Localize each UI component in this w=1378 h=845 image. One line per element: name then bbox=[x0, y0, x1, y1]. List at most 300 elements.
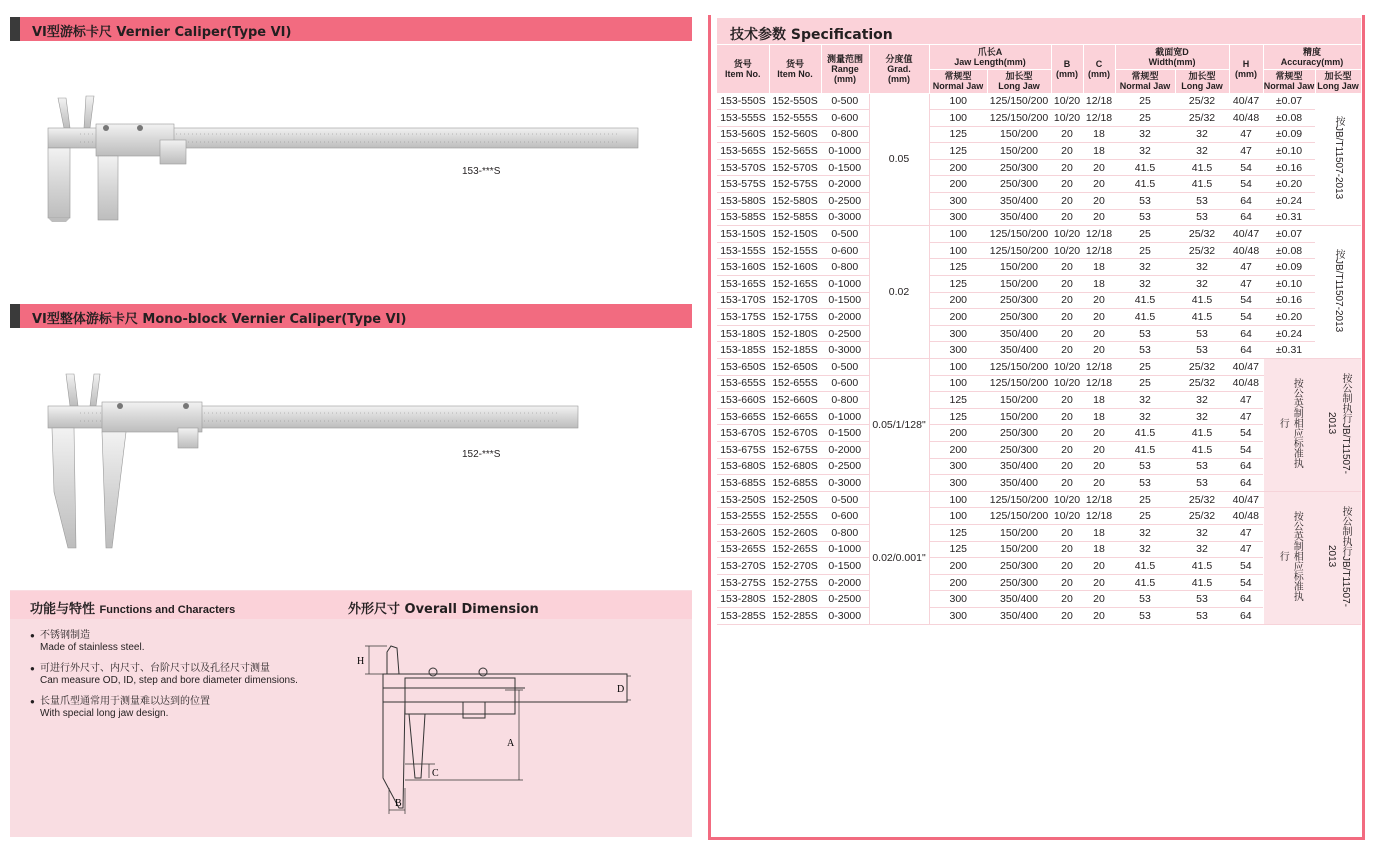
cell-jaw-normal: 125 bbox=[929, 392, 987, 409]
cell-item-153: 153-665S bbox=[717, 408, 769, 425]
cell-width-long: 53 bbox=[1175, 607, 1229, 624]
cell-jaw-normal: 100 bbox=[929, 110, 987, 127]
spec-table bbox=[717, 45, 1362, 625]
cell-jaw-normal: 300 bbox=[929, 342, 987, 359]
cell-jaw-long: 350/400 bbox=[987, 209, 1051, 226]
cell-accuracy-normal: ±0.08 bbox=[1263, 110, 1315, 127]
cell-h: 54 bbox=[1229, 574, 1263, 591]
section-header-vernier bbox=[10, 17, 692, 41]
cell-c: 18 bbox=[1083, 392, 1115, 409]
cell-item-153: 153-585S bbox=[717, 209, 769, 226]
cell-c: 20 bbox=[1083, 159, 1115, 176]
col-header-c: C (mm) bbox=[1083, 45, 1115, 93]
cell-item-153: 153-260S bbox=[717, 524, 769, 541]
cell-width-normal: 41.5 bbox=[1115, 292, 1175, 309]
dim-label-d: D bbox=[617, 684, 625, 695]
cell-accuracy-normal: ±0.20 bbox=[1263, 176, 1315, 193]
cell-width-normal: 53 bbox=[1115, 591, 1175, 608]
cell-width-long: 32 bbox=[1175, 392, 1229, 409]
cell-b: 10/20 bbox=[1051, 508, 1083, 525]
cell-h: 54 bbox=[1229, 292, 1263, 309]
dim-label-h: H bbox=[357, 656, 365, 667]
feature-list bbox=[30, 630, 330, 729]
cell-c: 20 bbox=[1083, 574, 1115, 591]
cell-width-long: 53 bbox=[1175, 209, 1229, 226]
cell-item-153: 153-150S bbox=[717, 226, 769, 243]
cell-jaw-normal: 200 bbox=[929, 558, 987, 575]
col-header-width: 截面宽D Width(mm) bbox=[1115, 45, 1229, 69]
cell-c: 20 bbox=[1083, 591, 1115, 608]
cell-width-long: 32 bbox=[1175, 524, 1229, 541]
cell-h: 47 bbox=[1229, 408, 1263, 425]
cell-c: 12/18 bbox=[1083, 491, 1115, 508]
cell-item-153: 153-280S bbox=[717, 591, 769, 608]
cell-width-normal: 32 bbox=[1115, 408, 1175, 425]
cell-width-normal: 53 bbox=[1115, 209, 1175, 226]
cell-b: 20 bbox=[1051, 607, 1083, 624]
cell-width-long: 32 bbox=[1175, 126, 1229, 143]
cell-jaw-normal: 200 bbox=[929, 292, 987, 309]
cell-jaw-normal: 200 bbox=[929, 441, 987, 458]
cell-width-long: 41.5 bbox=[1175, 441, 1229, 458]
cell-c: 20 bbox=[1083, 309, 1115, 326]
cell-h: 47 bbox=[1229, 541, 1263, 558]
cell-jaw-long: 150/200 bbox=[987, 392, 1051, 409]
cell-width-long: 25/32 bbox=[1175, 226, 1229, 243]
cell-accuracy-note-b: 按公制执行JB/T11507-2013 bbox=[1315, 491, 1361, 624]
cell-item-153: 153-555S bbox=[717, 110, 769, 127]
cell-b: 10/20 bbox=[1051, 491, 1083, 508]
cell-h: 64 bbox=[1229, 342, 1263, 359]
cell-jaw-long: 350/400 bbox=[987, 342, 1051, 359]
cell-c: 12/18 bbox=[1083, 375, 1115, 392]
cell-width-long: 41.5 bbox=[1175, 574, 1229, 591]
table-row bbox=[717, 491, 1361, 508]
monoblock-caliper-photo bbox=[40, 372, 585, 552]
cell-h: 47 bbox=[1229, 259, 1263, 276]
cell-h: 54 bbox=[1229, 425, 1263, 442]
cell-jaw-normal: 100 bbox=[929, 375, 987, 392]
cell-item-153: 153-565S bbox=[717, 143, 769, 160]
cell-accuracy-normal: ±0.07 bbox=[1263, 93, 1315, 110]
cell-width-normal: 53 bbox=[1115, 458, 1175, 475]
cell-accuracy-normal: ±0.10 bbox=[1263, 276, 1315, 293]
cell-item-152: 152-285S bbox=[769, 607, 821, 624]
cell-b: 20 bbox=[1051, 475, 1083, 492]
cell-h: 47 bbox=[1229, 524, 1263, 541]
features-title bbox=[30, 598, 235, 617]
cell-range: 0-3000 bbox=[821, 607, 869, 624]
cell-item-152: 152-660S bbox=[769, 392, 821, 409]
cell-c: 18 bbox=[1083, 276, 1115, 293]
cell-h: 47 bbox=[1229, 392, 1263, 409]
cell-item-152: 152-255S bbox=[769, 508, 821, 525]
cell-item-153: 153-270S bbox=[717, 558, 769, 575]
cell-range: 0-2500 bbox=[821, 591, 869, 608]
cell-jaw-normal: 125 bbox=[929, 143, 987, 160]
table-row bbox=[717, 143, 1361, 160]
cell-item-152: 152-565S bbox=[769, 143, 821, 160]
cell-c: 12/18 bbox=[1083, 226, 1115, 243]
cell-jaw-long: 150/200 bbox=[987, 259, 1051, 276]
cell-jaw-long: 150/200 bbox=[987, 541, 1051, 558]
cell-item-152: 152-675S bbox=[769, 441, 821, 458]
cell-width-normal: 25 bbox=[1115, 242, 1175, 259]
cell-jaw-normal: 300 bbox=[929, 193, 987, 210]
cell-range: 0-2000 bbox=[821, 441, 869, 458]
cell-width-normal: 41.5 bbox=[1115, 558, 1175, 575]
cell-b: 20 bbox=[1051, 342, 1083, 359]
cell-accuracy-note: 按JB/T11507-2013 bbox=[1315, 226, 1361, 359]
cell-jaw-normal: 125 bbox=[929, 541, 987, 558]
table-row bbox=[717, 110, 1361, 127]
cell-width-long: 32 bbox=[1175, 541, 1229, 558]
cell-item-152: 152-175S bbox=[769, 309, 821, 326]
dimension-drawing bbox=[345, 628, 635, 820]
cell-item-153: 153-250S bbox=[717, 491, 769, 508]
cell-b: 20 bbox=[1051, 126, 1083, 143]
cell-width-long: 53 bbox=[1175, 475, 1229, 492]
cell-c: 12/18 bbox=[1083, 508, 1115, 525]
cell-h: 54 bbox=[1229, 159, 1263, 176]
cell-range: 0-1000 bbox=[821, 408, 869, 425]
cell-b: 20 bbox=[1051, 209, 1083, 226]
cell-item-153: 153-255S bbox=[717, 508, 769, 525]
cell-width-normal: 32 bbox=[1115, 392, 1175, 409]
cell-width-normal: 41.5 bbox=[1115, 176, 1175, 193]
cell-b: 20 bbox=[1051, 392, 1083, 409]
cell-b: 10/20 bbox=[1051, 110, 1083, 127]
cell-jaw-normal: 300 bbox=[929, 209, 987, 226]
cell-item-153: 153-685S bbox=[717, 475, 769, 492]
table-row bbox=[717, 325, 1361, 342]
table-row bbox=[717, 342, 1361, 359]
cell-width-normal: 32 bbox=[1115, 276, 1175, 293]
cell-item-153: 153-670S bbox=[717, 425, 769, 442]
cell-b: 20 bbox=[1051, 193, 1083, 210]
cell-item-152: 152-180S bbox=[769, 325, 821, 342]
cell-jaw-long: 125/150/200 bbox=[987, 359, 1051, 376]
cell-c: 12/18 bbox=[1083, 242, 1115, 259]
cell-accuracy-normal: ±0.24 bbox=[1263, 193, 1315, 210]
cell-width-normal: 25 bbox=[1115, 93, 1175, 110]
cell-b: 10/20 bbox=[1051, 375, 1083, 392]
cell-jaw-long: 150/200 bbox=[987, 143, 1051, 160]
cell-range: 0-800 bbox=[821, 524, 869, 541]
cell-jaw-normal: 300 bbox=[929, 458, 987, 475]
cell-range: 0-2500 bbox=[821, 325, 869, 342]
features-title-en: Functions and Characters bbox=[99, 604, 236, 616]
bullet-icon: ● bbox=[30, 631, 35, 640]
cell-h: 47 bbox=[1229, 126, 1263, 143]
cell-width-normal: 41.5 bbox=[1115, 441, 1175, 458]
cell-range: 0-3000 bbox=[821, 209, 869, 226]
cell-width-normal: 53 bbox=[1115, 325, 1175, 342]
col-header-range: 测量范围 Range (mm) bbox=[821, 45, 869, 93]
cell-b: 20 bbox=[1051, 558, 1083, 575]
cell-accuracy-normal: ±0.16 bbox=[1263, 159, 1315, 176]
cell-grad: 0.02 bbox=[869, 226, 929, 359]
cell-h: 54 bbox=[1229, 309, 1263, 326]
table-row bbox=[717, 292, 1361, 309]
cell-item-152: 152-185S bbox=[769, 342, 821, 359]
cell-range: 0-600 bbox=[821, 508, 869, 525]
cell-jaw-long: 150/200 bbox=[987, 524, 1051, 541]
cell-jaw-normal: 125 bbox=[929, 408, 987, 425]
cell-width-normal: 32 bbox=[1115, 126, 1175, 143]
cell-item-153: 153-185S bbox=[717, 342, 769, 359]
cell-item-152: 152-670S bbox=[769, 425, 821, 442]
cell-b: 20 bbox=[1051, 541, 1083, 558]
cell-width-long: 41.5 bbox=[1175, 159, 1229, 176]
cell-jaw-long: 350/400 bbox=[987, 325, 1051, 342]
cell-accuracy-normal: ±0.09 bbox=[1263, 259, 1315, 276]
cell-width-long: 41.5 bbox=[1175, 425, 1229, 442]
cell-jaw-long: 150/200 bbox=[987, 408, 1051, 425]
cell-c: 20 bbox=[1083, 607, 1115, 624]
cell-jaw-normal: 200 bbox=[929, 574, 987, 591]
cell-item-153: 153-575S bbox=[717, 176, 769, 193]
cell-h: 40/47 bbox=[1229, 491, 1263, 508]
cell-jaw-long: 250/300 bbox=[987, 574, 1051, 591]
cell-width-normal: 25 bbox=[1115, 491, 1175, 508]
cell-jaw-normal: 125 bbox=[929, 524, 987, 541]
cell-width-long: 25/32 bbox=[1175, 508, 1229, 525]
cell-width-normal: 32 bbox=[1115, 143, 1175, 160]
cell-item-152: 152-665S bbox=[769, 408, 821, 425]
col-header-jaw-normal: 常规型 Normal Jaw bbox=[929, 69, 987, 93]
cell-b: 20 bbox=[1051, 159, 1083, 176]
cell-item-153: 153-570S bbox=[717, 159, 769, 176]
table-row bbox=[717, 226, 1361, 243]
cell-item-153: 153-275S bbox=[717, 574, 769, 591]
monoblock-model-label: 152-***S bbox=[462, 449, 501, 460]
cell-width-long: 32 bbox=[1175, 408, 1229, 425]
cell-item-152: 152-650S bbox=[769, 359, 821, 376]
cell-c: 20 bbox=[1083, 193, 1115, 210]
list-item: ● 可进行外尺寸、内尺寸、台阶尺寸以及孔径尺寸测量 Can measure OD, ID, step and bore diameter dimensions. bbox=[30, 663, 298, 686]
list-item: ● 不锈钢制造 Made of stainless steel. bbox=[30, 630, 145, 653]
cell-width-long: 41.5 bbox=[1175, 309, 1229, 326]
col-header-acc-long: 加长型 Long Jaw bbox=[1315, 69, 1361, 93]
cell-b: 20 bbox=[1051, 441, 1083, 458]
cell-width-normal: 41.5 bbox=[1115, 309, 1175, 326]
cell-jaw-long: 250/300 bbox=[987, 176, 1051, 193]
cell-range: 0-600 bbox=[821, 242, 869, 259]
table-row bbox=[717, 359, 1361, 376]
cell-b: 20 bbox=[1051, 458, 1083, 475]
cell-width-long: 53 bbox=[1175, 342, 1229, 359]
cell-width-normal: 41.5 bbox=[1115, 425, 1175, 442]
cell-jaw-normal: 100 bbox=[929, 242, 987, 259]
cell-item-152: 152-165S bbox=[769, 276, 821, 293]
cell-width-long: 25/32 bbox=[1175, 242, 1229, 259]
cell-width-normal: 53 bbox=[1115, 193, 1175, 210]
cell-item-152: 152-685S bbox=[769, 475, 821, 492]
cell-item-152: 152-585S bbox=[769, 209, 821, 226]
cell-item-152: 152-265S bbox=[769, 541, 821, 558]
cell-item-153: 153-175S bbox=[717, 309, 769, 326]
cell-b: 20 bbox=[1051, 574, 1083, 591]
cell-jaw-long: 125/150/200 bbox=[987, 491, 1051, 508]
cell-c: 18 bbox=[1083, 524, 1115, 541]
cell-grad: 0.05/1/128" bbox=[869, 359, 929, 492]
bullet-icon: ● bbox=[30, 664, 35, 673]
cell-jaw-normal: 200 bbox=[929, 176, 987, 193]
cell-width-long: 41.5 bbox=[1175, 292, 1229, 309]
cell-c: 12/18 bbox=[1083, 110, 1115, 127]
cell-jaw-normal: 200 bbox=[929, 425, 987, 442]
features-title-cn: 功能与特性 bbox=[30, 602, 96, 617]
cell-item-153: 153-165S bbox=[717, 276, 769, 293]
cell-item-152: 152-655S bbox=[769, 375, 821, 392]
cell-item-153: 153-650S bbox=[717, 359, 769, 376]
cell-item-152: 152-550S bbox=[769, 93, 821, 110]
cell-jaw-long: 125/150/200 bbox=[987, 375, 1051, 392]
col-header-jaw: 爪长A Jaw Length(mm) bbox=[929, 45, 1051, 69]
cell-jaw-long: 125/150/200 bbox=[987, 93, 1051, 110]
cell-c: 20 bbox=[1083, 176, 1115, 193]
cell-range: 0-2500 bbox=[821, 458, 869, 475]
cell-h: 47 bbox=[1229, 143, 1263, 160]
cell-item-153: 153-560S bbox=[717, 126, 769, 143]
cell-accuracy-normal: ±0.07 bbox=[1263, 226, 1315, 243]
cell-accuracy-normal: ±0.20 bbox=[1263, 309, 1315, 326]
cell-width-normal: 32 bbox=[1115, 541, 1175, 558]
cell-jaw-long: 150/200 bbox=[987, 276, 1051, 293]
cell-range: 0-500 bbox=[821, 491, 869, 508]
cell-item-152: 152-680S bbox=[769, 458, 821, 475]
table-row bbox=[717, 93, 1361, 110]
cell-c: 20 bbox=[1083, 342, 1115, 359]
cell-item-152: 152-270S bbox=[769, 558, 821, 575]
table-row bbox=[717, 259, 1361, 276]
cell-h: 54 bbox=[1229, 441, 1263, 458]
cell-c: 12/18 bbox=[1083, 359, 1115, 376]
cell-c: 20 bbox=[1083, 325, 1115, 342]
cell-width-normal: 41.5 bbox=[1115, 159, 1175, 176]
cell-b: 10/20 bbox=[1051, 93, 1083, 110]
cell-jaw-long: 250/300 bbox=[987, 441, 1051, 458]
dim-label-c: C bbox=[432, 768, 439, 779]
cell-jaw-long: 250/300 bbox=[987, 309, 1051, 326]
cell-b: 20 bbox=[1051, 292, 1083, 309]
cell-b: 20 bbox=[1051, 276, 1083, 293]
cell-b: 10/20 bbox=[1051, 242, 1083, 259]
cell-range: 0-3000 bbox=[821, 475, 869, 492]
dimension-title: 外形尺寸 Overall Dimension bbox=[348, 602, 539, 617]
cell-h: 64 bbox=[1229, 458, 1263, 475]
table-row bbox=[717, 309, 1361, 326]
cell-item-153: 153-680S bbox=[717, 458, 769, 475]
table-row bbox=[717, 209, 1361, 226]
cell-range: 0-1500 bbox=[821, 292, 869, 309]
cell-h: 64 bbox=[1229, 591, 1263, 608]
cell-width-long: 32 bbox=[1175, 276, 1229, 293]
cell-h: 64 bbox=[1229, 607, 1263, 624]
cell-b: 10/20 bbox=[1051, 359, 1083, 376]
cell-accuracy-normal: ±0.16 bbox=[1263, 292, 1315, 309]
cell-c: 20 bbox=[1083, 425, 1115, 442]
cell-h: 40/48 bbox=[1229, 242, 1263, 259]
cell-width-long: 53 bbox=[1175, 591, 1229, 608]
cell-item-152: 152-570S bbox=[769, 159, 821, 176]
cell-item-153: 153-660S bbox=[717, 392, 769, 409]
cell-h: 64 bbox=[1229, 193, 1263, 210]
cell-range: 0-600 bbox=[821, 110, 869, 127]
cell-range: 0-1500 bbox=[821, 425, 869, 442]
cell-accuracy-normal: ±0.10 bbox=[1263, 143, 1315, 160]
section-header-monoblock bbox=[10, 304, 692, 328]
cell-c: 18 bbox=[1083, 408, 1115, 425]
cell-h: 40/48 bbox=[1229, 508, 1263, 525]
cell-h: 64 bbox=[1229, 209, 1263, 226]
cell-jaw-long: 125/150/200 bbox=[987, 242, 1051, 259]
cell-jaw-long: 250/300 bbox=[987, 558, 1051, 575]
table-row bbox=[717, 193, 1361, 210]
table-row bbox=[717, 159, 1361, 176]
cell-item-152: 152-160S bbox=[769, 259, 821, 276]
cell-b: 10/20 bbox=[1051, 226, 1083, 243]
col-header-b: B (mm) bbox=[1051, 45, 1083, 93]
cell-h: 54 bbox=[1229, 176, 1263, 193]
dim-label-b: B bbox=[395, 798, 402, 809]
section-title: VI型游标卡尺 Vernier Caliper(Type VI) bbox=[32, 25, 292, 40]
cell-accuracy-note-a: 按公英制相应标准执行 bbox=[1263, 359, 1315, 492]
cell-item-153: 153-160S bbox=[717, 259, 769, 276]
cell-width-long: 25/32 bbox=[1175, 110, 1229, 127]
cell-item-152: 152-155S bbox=[769, 242, 821, 259]
cell-item-153: 153-550S bbox=[717, 93, 769, 110]
section-marker bbox=[10, 17, 20, 41]
cell-width-long: 25/32 bbox=[1175, 359, 1229, 376]
cell-jaw-long: 350/400 bbox=[987, 591, 1051, 608]
cell-c: 20 bbox=[1083, 441, 1115, 458]
cell-jaw-normal: 200 bbox=[929, 159, 987, 176]
col-header-jaw-long: 加长型 Long Jaw bbox=[987, 69, 1051, 93]
cell-width-long: 32 bbox=[1175, 259, 1229, 276]
section-title: VI型整体游标卡尺 Mono-block Vernier Caliper(Type VI) bbox=[32, 312, 407, 327]
cell-accuracy-normal: ±0.31 bbox=[1263, 342, 1315, 359]
cell-item-152: 152-560S bbox=[769, 126, 821, 143]
cell-jaw-long: 350/400 bbox=[987, 193, 1051, 210]
cell-jaw-long: 125/150/200 bbox=[987, 226, 1051, 243]
cell-item-153: 153-155S bbox=[717, 242, 769, 259]
col-header-width-long: 加长型 Long Jaw bbox=[1175, 69, 1229, 93]
cell-h: 40/47 bbox=[1229, 93, 1263, 110]
spec-table-body bbox=[717, 93, 1361, 624]
cell-b: 20 bbox=[1051, 176, 1083, 193]
cell-range: 0-800 bbox=[821, 259, 869, 276]
cell-range: 0-800 bbox=[821, 126, 869, 143]
cell-width-long: 25/32 bbox=[1175, 375, 1229, 392]
cell-item-152: 152-280S bbox=[769, 591, 821, 608]
list-item: ● 长量爪型通常用于测量难以达到的位置 With special long jaw design. bbox=[30, 696, 210, 719]
spec-title: 技术参数 Specification bbox=[730, 27, 893, 43]
cell-width-long: 53 bbox=[1175, 325, 1229, 342]
vernier-caliper-photo bbox=[40, 90, 640, 225]
cell-jaw-long: 125/150/200 bbox=[987, 508, 1051, 525]
cell-c: 18 bbox=[1083, 126, 1115, 143]
cell-b: 20 bbox=[1051, 408, 1083, 425]
cell-jaw-normal: 300 bbox=[929, 591, 987, 608]
cell-range: 0-2000 bbox=[821, 309, 869, 326]
cell-jaw-long: 250/300 bbox=[987, 425, 1051, 442]
cell-b: 20 bbox=[1051, 259, 1083, 276]
cell-h: 40/47 bbox=[1229, 226, 1263, 243]
cell-range: 0-3000 bbox=[821, 342, 869, 359]
cell-jaw-normal: 300 bbox=[929, 607, 987, 624]
